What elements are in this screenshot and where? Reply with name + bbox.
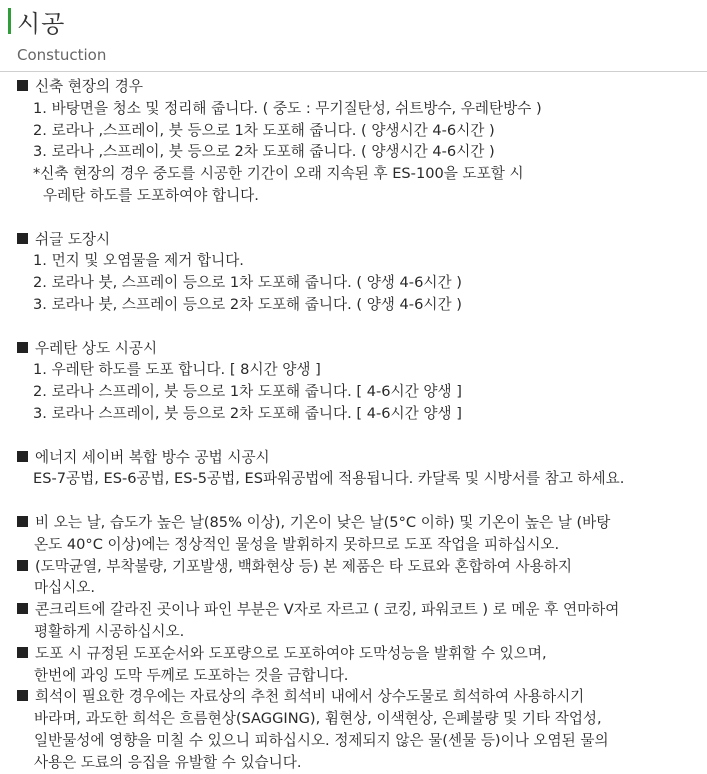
section-heading: 에너지 세이버 복합 방수 공법 시공시: [17, 447, 703, 469]
precautions-list: [17, 512, 703, 774]
precaution-item: 콘크리트에 갈라진 곳이나 파인 부분은 V자로 자르고 ( 코킹, 파워코트 ) 로 메운 후 연마하여 평활하게 시공하십시오.: [17, 599, 703, 643]
square-bullet-icon: [17, 342, 28, 353]
precaution-item: 희석이 필요한 경우에는 자료상의 추천 희석비 내에서 상수도물로 희석하여 사용하시기 바라며, 과도한 희석은 흐름현상(SAGGING), 휨현상, 이색현상, 은폐불량 및 기타 작업성, 일반물성에 영향을 미칠 수 있으니 피하십시오. 정제되지 않은 물(센물 등)이나 오염된 물의 사용은 도료의 응집을 유발할 수 있습니다.: [17, 686, 703, 773]
list-item: 1. 먼지 및 오염물을 제거 합니다.: [33, 252, 244, 270]
section-heading: 우레탄 상도 시공시: [17, 338, 703, 360]
section-urethane-topcoat: [17, 338, 703, 425]
precaution-item: 비 오는 날, 습도가 높은 날(85% 이상), 기온이 낮은 날(5°C 이하) 및 기온이 높은 날 (바탕 온도 40°C 이상)에는 정상적인 물성을 발휘하지 못하므로 도포 작업을 피하십시오.: [17, 512, 703, 556]
page-subtitle: Constuction: [17, 46, 107, 64]
construction-content: [17, 76, 703, 774]
list-item: 1. 바탕면을 청소 및 정리해 줍니다. ( 중도 : 무기질탄성, 쉬트방수, 우레탄방수 ): [33, 99, 542, 117]
square-bullet-icon: [17, 690, 28, 701]
square-bullet-icon: [17, 80, 28, 91]
list-item: 3. 로라나 ,스프레이, 붓 등으로 2차 도포해 줍니다. ( 양생시간 4-6시간 ): [33, 143, 495, 161]
list-item: 2. 로라나 붓, 스프레이 등으로 1차 도포해 줍니다. ( 양생 4-6시간 ): [33, 274, 462, 292]
title-accent-bar: [8, 8, 11, 34]
list-item: 1. 우레탄 하도를 도포 합니다. [ 8시간 양생 ]: [33, 361, 321, 379]
square-bullet-icon: [17, 560, 28, 571]
square-bullet-icon: [17, 516, 28, 527]
square-bullet-icon: [17, 233, 28, 244]
precaution-item: 도포 시 규정된 도포순서와 도포량으로 도포하여야 도막성능을 발휘할 수 있으며, 한번에 과잉 도막 두께로 도포하는 것을 금합니다.: [17, 643, 703, 687]
square-bullet-icon: [17, 603, 28, 614]
section-new-construction: [17, 76, 703, 207]
list-item: 3. 로라나 붓, 스프레이 등으로 2차 도포해 줍니다. ( 양생 4-6시간 ): [33, 295, 462, 313]
section-energy-saver-method: [17, 447, 703, 491]
header-divider: [0, 71, 707, 72]
square-bullet-icon: [17, 451, 28, 462]
section-note: *신축 현장의 경우 중도를 시공한 기간이 오래 지속된 후 ES-100을 도포할 시 우레탄 하도를 도포하여야 합니다.: [33, 165, 524, 204]
section-heading: 쉬글 도장시: [17, 229, 703, 251]
list-item: 2. 로라나 ,스프레이, 붓 등으로 1차 도포해 줍니다. ( 양생시간 4-6시간 ): [33, 121, 495, 139]
page-title: 시공: [17, 10, 66, 38]
list-item: 2. 로라나 스프레이, 붓 등으로 1차 도포해 줍니다. [ 4-6시간 양생 ]: [33, 383, 462, 401]
section-shingle-coating: [17, 229, 703, 316]
list-item: ES-7공법, ES-6공법, ES-5공법, ES파워공법에 적용됩니다. 카달록 및 시방서를 참고 하세요.: [33, 470, 625, 488]
square-bullet-icon: [17, 647, 28, 658]
section-heading: 신축 현장의 경우: [17, 76, 703, 98]
precaution-item: (도막균열, 부착불량, 기포발생, 백화현상 등) 본 제품은 타 도료와 혼합하여 사용하지 마십시오.: [17, 556, 703, 600]
list-item: 3. 로라나 스프레이, 붓 등으로 2차 도포해 줍니다. [ 4-6시간 양생 ]: [33, 404, 462, 422]
